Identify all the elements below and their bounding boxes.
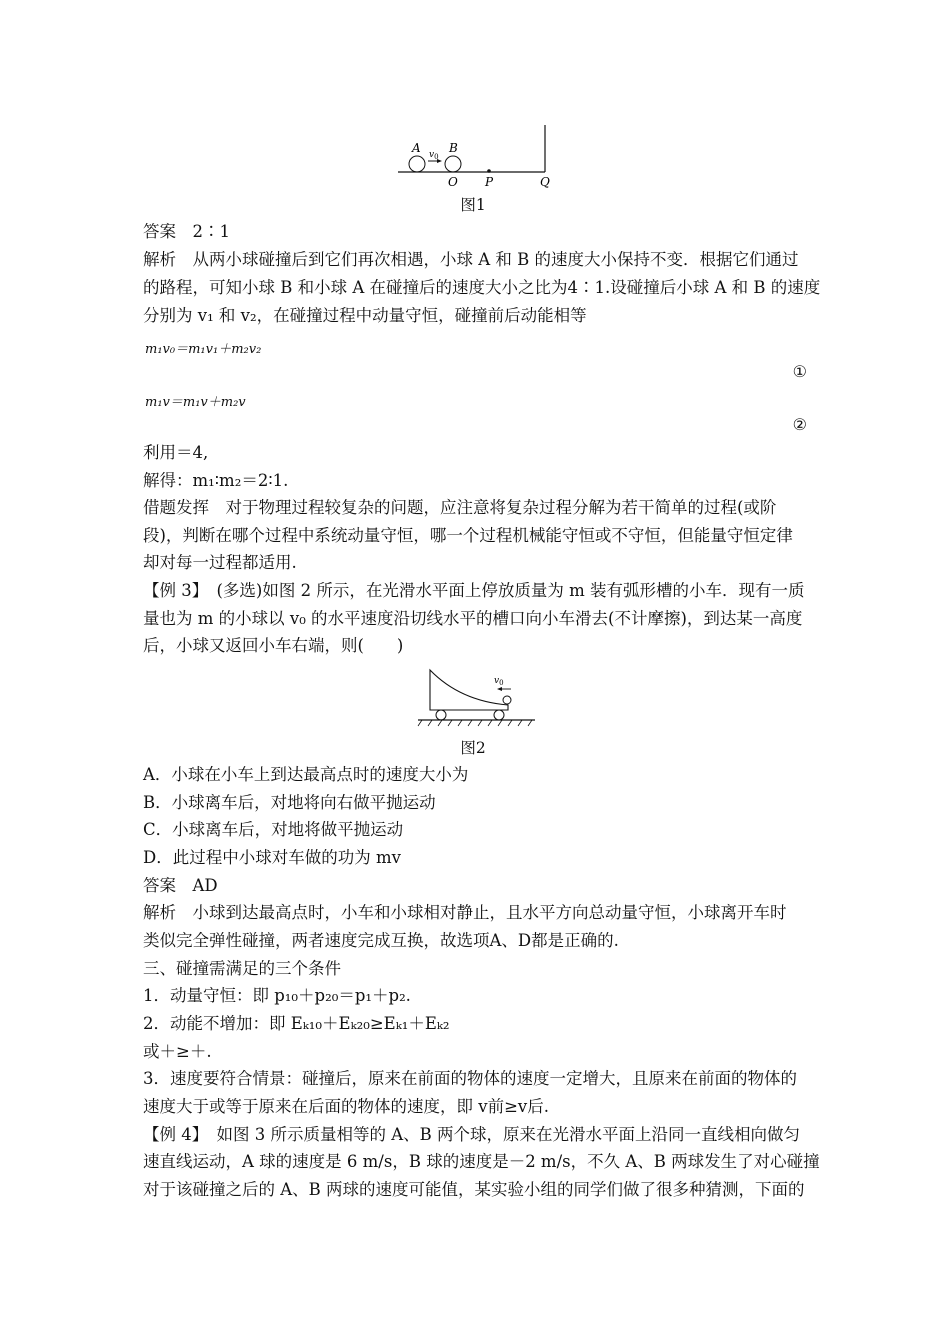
cart-wheel	[436, 710, 446, 720]
figure-2-diagram	[410, 663, 540, 733]
equation-1-number: ①	[792, 362, 807, 381]
label-o: O	[448, 175, 458, 189]
option-d: D．此过程中小球对车做的功为 mv	[143, 848, 401, 867]
small-ball	[503, 696, 511, 704]
example-4-line-1: 【例 4】 如图 3 所示质量相等的 A、B 两个球，原来在光滑水平面上沿同一直线相向做匀	[143, 1125, 801, 1144]
figure-1-diagram	[390, 122, 570, 192]
figure-2-caption: 图2	[460, 739, 486, 757]
analysis-2-line-1: 解析 小球到达最高点时，小车和小球相对静止，且水平方向总动量守恒，小球离开车时	[143, 903, 787, 922]
option-c: C．小球离车后，对地将做平抛运动	[143, 820, 404, 839]
condition-3-line-2: 速度大于或等于原来在后面的物体的速度，即 v前≥v后.	[143, 1097, 549, 1116]
condition-3-line-1: 3．速度要符合情景：碰撞后，原来在前面的物体的速度一定增大，且原来在前面的物体的	[143, 1069, 797, 1088]
answer-1: 答案 2∶1	[143, 222, 230, 241]
text-line: 却对每一过程都适用.	[143, 553, 297, 572]
example-3-line-2: 量也为 m 的小球以 v₀ 的水平速度沿切线水平的槽口向小车滑去(不计摩擦)，到达某一高度	[143, 609, 803, 628]
example-3-line-3: 后，小球又返回小车右端，则( )	[143, 636, 404, 655]
label-v0: $v_0$	[429, 150, 439, 161]
analysis-line-2: 的路程，可知小球 B 和小球 A 在碰撞后的速度大小之比为4∶1.设碰撞后小球 A 和 B 的速度	[143, 278, 821, 297]
answer-2: 答案 AD	[143, 876, 218, 895]
text-line: 解得：m₁∶m₂＝2∶1.	[143, 471, 289, 490]
section-heading: 三、碰撞需满足的三个条件	[143, 959, 341, 978]
option-b: B．小球离车后，对地将向右做平抛运动	[143, 793, 436, 812]
label-b: B	[449, 141, 458, 155]
condition-2: 2．动能不增加：即 Eₖ₁₀＋Eₖ₂₀≥Eₖ₁＋Eₖ₂	[143, 1014, 450, 1033]
analysis-2-line-2: 类似完全弹性碰撞，两者速度完成互换，故选项A、D都是正确的.	[143, 931, 619, 950]
text-line: 借题发挥 对于物理过程较复杂的问题，应注意将复杂过程分解为若干简单的过程(或阶	[143, 498, 777, 517]
cart-wheel	[494, 710, 504, 720]
equation-1: m₁v₀＝m₁v₁＋m₂v₂	[145, 342, 262, 357]
equation-2-number: ②	[792, 415, 807, 434]
text-line: 利用＝4,	[143, 443, 209, 462]
point-p	[487, 169, 491, 173]
text-line: 段)，判断在哪个过程中系统动量守恒，哪一个过程机械能守恒或不守恒，但能量守恒定律	[143, 526, 793, 545]
ball-b	[445, 156, 461, 172]
figure-1-caption: 图1	[460, 196, 486, 214]
example-3-line-1: 【例 3】 (多选)如图 2 所示，在光滑水平面上停放质量为 m 装有弧形槽的小车．现有一质	[143, 581, 805, 600]
analysis-line-1: 解析 从两小球碰撞后到它们再次相遇，小球 A 和 B 的速度大小保持不变．根据它们通过	[143, 250, 799, 269]
equation-2: m₁v＝m₁v＋m₂v	[145, 395, 246, 410]
ball-a	[409, 156, 425, 172]
label-a: A	[412, 141, 421, 155]
label-q: Q	[540, 175, 550, 189]
condition-1: 1．动量守恒：即 p₁₀＋p₂₀＝p₁＋p₂.	[143, 986, 411, 1005]
option-a: A．小球在小车上到达最高点时的速度大小为	[143, 765, 469, 784]
example-4-line-2: 速直线运动，A 球的速度是 6 m/s，B 球的速度是－2 m/s，不久 A、B 两球发生了对心碰撞	[143, 1152, 820, 1171]
label-p: P	[485, 175, 494, 189]
analysis-line-3: 分别为 v₁ 和 v₂，在碰撞过程中动量守恒，碰撞前后动能相等	[143, 306, 587, 325]
label-v0: $v_0$	[494, 676, 504, 687]
example-4-line-3: 对于该碰撞之后的 A、B 两球的速度可能值，某实验小组的同学们做了很多种猜测，下面的	[143, 1180, 805, 1199]
condition-2-alt: 或＋≥＋.	[143, 1042, 212, 1061]
